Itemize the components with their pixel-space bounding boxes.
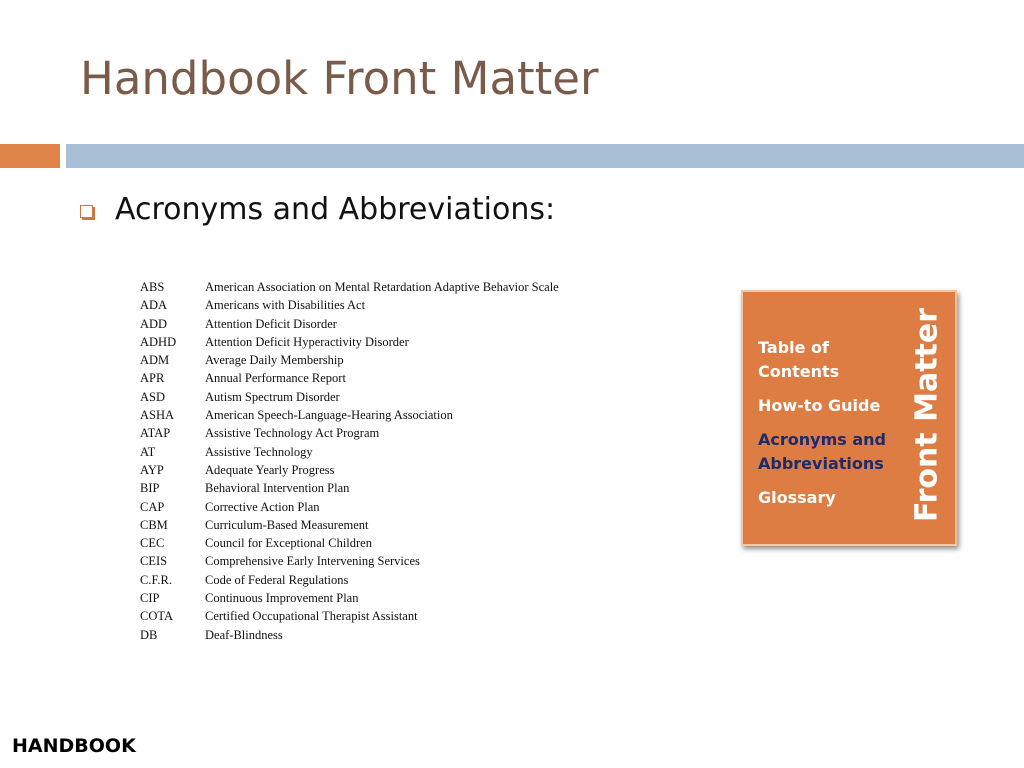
nav-card-vertical-title: Front Matter: [909, 307, 945, 522]
acronym-abbr: ASHA: [140, 408, 175, 423]
table-row: [140, 552, 559, 570]
table-row: [140, 443, 559, 461]
acronym-abbr: ATAP: [140, 426, 171, 441]
table-row: [140, 351, 559, 369]
table-row: [140, 296, 559, 314]
acronym-abbr: CEIS: [140, 554, 168, 569]
acronym-meaning: Continuous Improvement Plan: [205, 591, 359, 606]
acronym-abbr: COTA: [140, 609, 174, 624]
acronym-abbr: DB: [140, 627, 158, 642]
blue-accent-bar: [66, 144, 1024, 168]
nav-item-table-of-contents[interactable]: Table of Contents: [758, 338, 840, 381]
acronym-meaning: Council for Exceptional Children: [205, 536, 372, 551]
acronym-abbr: CIP: [140, 591, 160, 606]
acronym-meaning: Behavioral Intervention Plan: [205, 481, 350, 496]
acronym-abbr: ADD: [140, 316, 168, 331]
front-matter-nav-card: [741, 290, 957, 546]
acronym-abbr: ASD: [140, 389, 166, 404]
slide-title: Handbook Front Matter: [80, 52, 599, 105]
acronym-meaning: American Speech-Language-Hearing Association: [205, 408, 453, 423]
acronym-abbr: C.F.R.: [140, 572, 173, 587]
table-row: [140, 626, 559, 644]
acronym-meaning: Code of Federal Regulations: [205, 572, 349, 587]
acronym-meaning: Corrective Action Plan: [205, 499, 320, 514]
acronym-meaning: Attention Deficit Disorder: [205, 316, 337, 331]
acronym-meaning: Average Daily Membership: [205, 353, 344, 368]
bullet-text: Acronyms and Abbreviations:: [115, 192, 556, 227]
table-row: [140, 461, 559, 479]
table-row: [140, 406, 559, 424]
bullet-item: [80, 192, 555, 227]
acronym-meaning: American Association on Mental Retardation Adaptive Behavior Scale: [205, 280, 559, 294]
table-row: [140, 333, 559, 351]
table-row: [140, 369, 559, 387]
table-row: [140, 571, 559, 589]
acronym-abbr: CEC: [140, 536, 165, 551]
table-row: [140, 278, 559, 296]
acronym-meaning: Attention Deficit Hyperactivity Disorder: [205, 334, 409, 349]
nav-list: [758, 336, 908, 520]
acronym-abbr: ADM: [140, 353, 170, 368]
acronym-meaning: Adequate Yearly Progress: [205, 462, 335, 477]
table-row: [140, 424, 559, 442]
acronym-meaning: Annual Performance Report: [205, 371, 346, 386]
nav-item-how-to-guide[interactable]: How-to Guide: [758, 396, 881, 415]
table-row: [140, 498, 559, 516]
acronym-abbr: AT: [140, 444, 156, 459]
acronym-abbr: ABS: [140, 280, 165, 294]
acronym-meaning: Comprehensive Early Intervening Services: [205, 554, 420, 569]
table-row: [140, 479, 559, 497]
orange-accent-bar: [0, 144, 60, 168]
acronym-table: [140, 278, 559, 644]
nav-item-glossary[interactable]: Glossary: [758, 488, 836, 507]
acronym-meaning: Deaf-Blindness: [205, 627, 283, 642]
acronym-meaning: Assistive Technology Act Program: [205, 426, 380, 441]
acronym-meaning: Assistive Technology: [205, 444, 313, 459]
checkbox-bullet-icon: [80, 205, 93, 218]
table-row: [140, 516, 559, 534]
table-row: [140, 388, 559, 406]
nav-item-acronyms-and-abbreviations[interactable]: Acronyms and Abbreviations: [758, 430, 886, 473]
table-row: [140, 589, 559, 607]
footer-label: HANDBOOK: [12, 735, 136, 757]
acronym-abbr: ADA: [140, 298, 168, 313]
acronym-abbr: ADHD: [140, 334, 177, 349]
acronym-meaning: Curriculum-Based Measurement: [205, 517, 369, 532]
acronym-abbr: CBM: [140, 517, 168, 532]
acronym-abbr: APR: [140, 371, 165, 386]
acronym-abbr: CAP: [140, 499, 165, 514]
acronym-meaning: Certified Occupational Therapist Assistant: [205, 609, 418, 624]
table-row: [140, 534, 559, 552]
table-row: [140, 315, 559, 333]
acronym-abbr: BIP: [140, 481, 160, 496]
acronym-meaning: Autism Spectrum Disorder: [205, 389, 340, 404]
acronym-abbr: AYP: [140, 462, 164, 477]
acronym-meaning: Americans with Disabilities Act: [205, 298, 366, 313]
table-row: [140, 607, 559, 625]
